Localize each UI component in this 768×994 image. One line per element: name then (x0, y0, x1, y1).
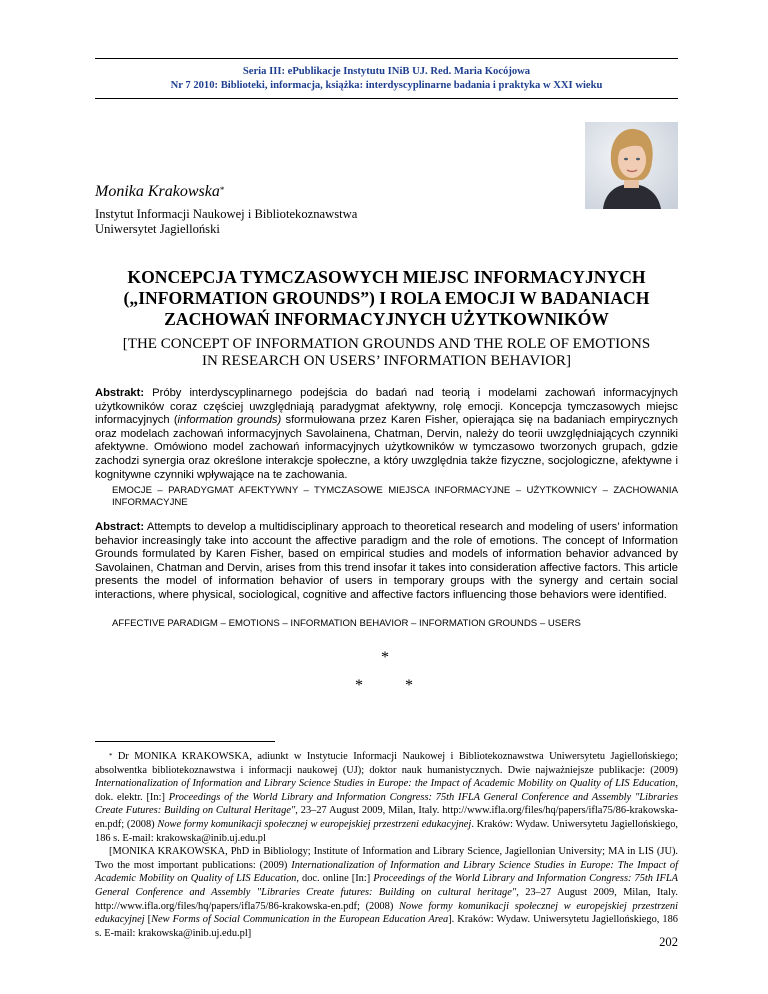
abstract-text: Attempts to develop a multidisciplinary approach to theoretical research and modeling of users’ information behavior increasingly take into account the affective paradigm and the role of emotions. The concept of Information Grounds formulated by Karen Fisher, based on empirical studies and models of information behavior advanced by Savolainen, Chatman and Dervin, arises from this trend insofar it takes into consideration affective factors. This article presents the model of information behavior of users in temporary groups with the synergy and certain social interactions, where physical, sociological, cognitive and affective factors influencing those behaviors were identified. (95, 521, 678, 601)
page-number: 202 (659, 935, 678, 949)
footnote-text: . Kraków: Wydaw. Uniwersytetu Jagiellońskiego, 186 s. E-mail: krakowska@inib.uj.edu.pl (95, 818, 678, 844)
series-line: Seria III: ePublikacje Instytutu INiB UJ. Red. Maria Kocójowa (242, 66, 531, 77)
title-polish (95, 267, 678, 330)
footnote-polish (95, 750, 678, 845)
affiliation-institute: Instytut Informacji Naukowej i Bibliotekoznawstwa (95, 207, 358, 221)
footnote-italic: Nowe formy komunikacji społecznej w europejskiej przestrzeni edukacyjnej (157, 818, 472, 830)
keywords-polish: EMOCJE – PARADYGMAT AFEKTYWNY – TYMCZASOWE MIEJSCA INFORMACYJNE – UŻYTKOWNICY – ZACHOWANIA INFORMACYJNE (112, 485, 678, 508)
footnote-text: [MONIKA KRAKOWSKA, PhD in Bibliology; Institute of Information and Library Science, Jagiellonian University; MA in LIS (JU). Two the most important publications: (2009) (95, 846, 678, 871)
author-block (95, 183, 555, 237)
footnote-text: [ (144, 914, 152, 926)
affiliation-university: Uniwersytet Jagielloński (95, 222, 220, 236)
footnote-text: , 23–27 August 2009, Milan, Italy. http://www.ifla.org/files/hq/papers/ifla75/86-krakowska-en.pdf; (2008) (95, 805, 678, 830)
title-english-line: [THE CONCEPT OF INFORMATION GROUNDS AND THE ROLE OF EMOTIONS (122, 336, 651, 352)
footnote-italic: Internationalization of Information and Library Science Studies in Europe: The Impact of Academic Mobility on Quality of LIS Education (95, 859, 679, 885)
footnote-rule (95, 741, 275, 742)
footnote-italic: Proceedings of the World Library and Information Congress: 75th IFLA General Conference and Assembly "Libraries Create futures: Building on cultural heritage" (95, 873, 678, 898)
abstract-text: Próby interdyscyplinarnego podejścia do badań nad teorią i modelami zachowań informacyjnych użytkowników coraz częściej uwzględniają paradygmat afektywny, rolę emocji. Koncepcja tymczasowych miejsc informacyjnych ( (95, 387, 678, 427)
author-name-text: Monika Krakowska (95, 183, 220, 200)
footnote-text: ]. Kraków: Wydaw. Uniwersytetu Jagiellońskiego, 186 s. E-mail: krakowska@inib.uj.edu.pl] (95, 914, 679, 939)
footnote-text: Dr MONIKA KRAKOWSKA, adiunkt w Instytucie Informacji Naukowej i Bibliotekoznawstwa Uniwersytetu Jagiellońskiego; absolwentka bibliotekoznawstwa i informacji naukowej (UJ); doktor nauk humanistycznych. Dwie najważniejsze publikacje: (2009) (95, 751, 678, 776)
footnote-marker: * (109, 752, 113, 760)
portrait-image (585, 122, 678, 209)
footnote-english (95, 845, 678, 940)
footnote-text: , dok. elektr. [In:] (95, 778, 678, 803)
series-header (95, 58, 678, 99)
abstract-text: sformułowana przez Karen Fisher, opierająca się na badaniach empirycznych oraz modelach zachowań informacyjnych Savolainena, Chatman, Dervin, należy do teorii uwzględniających czynniki afektywne. Omówiono model zachowań informacyjnych użytkowników w tymczasowo tworzonych grupach, gdzie zachodzi synergia oraz określone interakcje społeczne, a który uwzględnia także fizyczne, socjologiczne, afektywne i kognitywne czynniki wpływające na te zachowania. (95, 414, 678, 481)
footnote-italic: New Forms of Social Communication in the European Education Area (151, 914, 449, 926)
footnote-text: , doc. online [In:] (296, 873, 374, 885)
title-english-line: IN RESEARCH ON USERS’ INFORMATION BEHAVIOR] (201, 353, 572, 369)
asterism-star: * (405, 677, 413, 694)
abstract-label: Abstract: (95, 521, 145, 533)
issue-line: Nr 7 2010: Biblioteki, informacja, książka: interdyscyplinarne badania i praktyka w XXI wieku (170, 80, 603, 91)
footnote-marker[interactable]: * (219, 185, 225, 195)
title-polish-line: ZACHOWAŃ INFORMACYJNYCH UŻYTKOWNIKÓW (164, 309, 609, 329)
keywords-english: AFFECTIVE PARADIGM – EMOTIONS – INFORMATION BEHAVIOR – INFORMATION GROUNDS – USERS (112, 618, 581, 629)
abstract-label: Abstrakt: (95, 387, 145, 399)
affiliation (95, 207, 555, 237)
abstract-term: information grounds) (177, 414, 282, 427)
footnote-italic: Proceedings of the World Library and Information Congress: 75th IFLA General Conference and Assembly "Libraries Create Futures: Building on Cultural Heritage" (95, 791, 678, 817)
title-polish-line: KONCEPCJA TYMCZASOWYCH MIEJSC INFORMACYJNYCH (127, 267, 646, 287)
footnote-italic: Nowe formy komunikacji społecznej w europejskiej przestrzeni edukacyjnej (95, 900, 679, 926)
footnote-italic: Internationalization of Information and Library Science Studies in Europe: the Impact of Academic Mobility on Quality of LIS Education (95, 778, 676, 790)
author-name (95, 183, 555, 201)
title-block (95, 267, 678, 370)
asterism-star: * (355, 677, 363, 694)
asterism-star: * (381, 649, 389, 666)
footnote-text: , 23–27 August 2009, Milan, Italy. http://www.ifla.org/files/hq/papers/ifla75/86-krakowska-en.pdf; (2008) (95, 886, 678, 912)
title-polish-line: („INFORMATION GROUNDS”) I ROLA EMOCJI W BADANIACH (123, 288, 650, 308)
abstract-english (95, 521, 678, 603)
footnote (95, 750, 678, 940)
title-english (95, 336, 678, 370)
abstract-polish (95, 387, 678, 482)
author-photo (585, 122, 678, 209)
